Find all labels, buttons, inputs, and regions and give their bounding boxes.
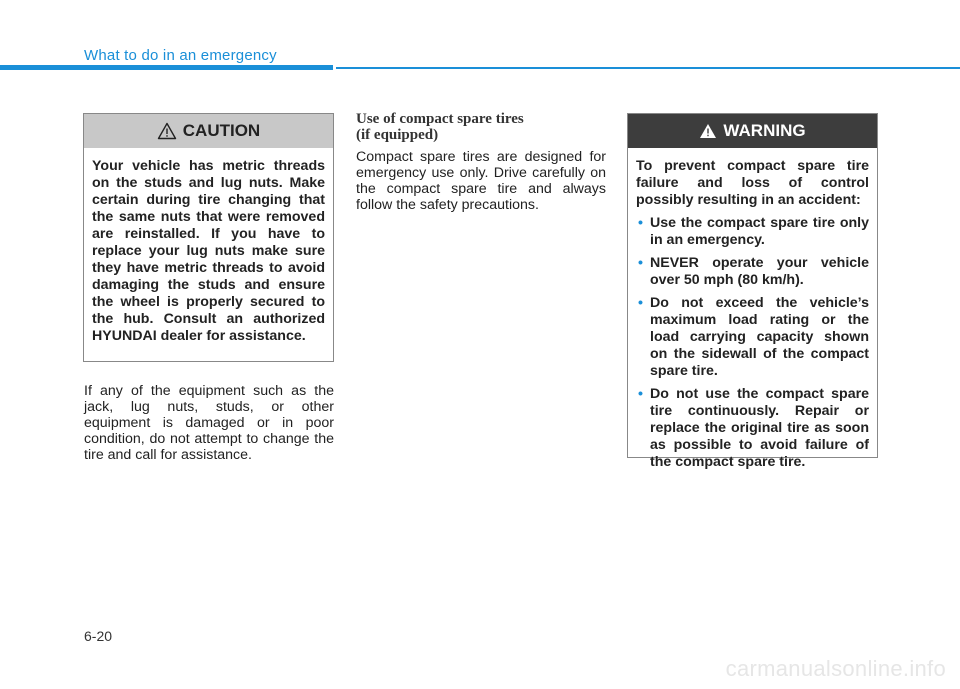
sub-heading-line1: Use of compact spare tires xyxy=(356,111,524,127)
watermark: carmanualsonline.info xyxy=(725,656,946,681)
warning-title: WARNING xyxy=(723,121,806,140)
warning-list-item xyxy=(636,295,869,380)
sub-heading xyxy=(356,111,606,143)
sub-heading-line2: (if equipped) xyxy=(356,127,439,143)
warning-list-item xyxy=(636,255,869,289)
warning-list-item xyxy=(636,386,869,471)
warning-list xyxy=(636,215,869,471)
left-paragraph: If any of the equipment such as the jack, lug nuts, studs, or other equipment is damaged or in poor condition, do not attempt to change the tire and call for assistance. xyxy=(84,383,334,463)
page-number: 6-20 xyxy=(84,628,113,644)
middle-paragraph: Compact spare tires are designed for emergency use only. Drive carefully on the compact spare tire and always follow the safety precautions. xyxy=(356,149,606,213)
bullet-icon: • xyxy=(638,255,643,271)
bullet-icon: • xyxy=(638,386,643,402)
caution-box xyxy=(83,113,334,362)
warning-box xyxy=(627,113,878,470)
caution-body: Your vehicle has metric threads on the studs and lug nuts. Make certain during tire changing that the same nuts that were removed are reinstalled. If you have to replace your lug nuts make sure they have metric threads to avoid damaging the studs and ensure the wheel is properly secured to the hub. Consult an authorized HYUNDAI dealer for assistance. xyxy=(92,158,325,344)
warning-bullet-text: Do not exceed the vehicle’s maximum load rating or the load carrying capacity shown on the sidewall of the compact spare tire. xyxy=(650,295,869,379)
bullet-icon: • xyxy=(638,295,643,311)
caution-title: CAUTION xyxy=(182,121,261,140)
warning-bullet-text: Do not use the compact spare tire continuously. Repair or replace the original tire as soon as possible to avoid failure of the compact spare tire. xyxy=(650,386,869,470)
header-rule-thick xyxy=(0,65,333,70)
warning-header xyxy=(628,114,877,148)
warning-bullet-text: NEVER operate your vehicle over 50 mph (80 km/h). xyxy=(650,255,869,288)
warning-triangle-filled-icon xyxy=(699,123,717,139)
section-title: What to do in an emergency xyxy=(84,47,277,64)
warning-triangle-outline-icon xyxy=(157,122,177,140)
warning-intro: To prevent compact spare tire failure and loss of control possibly resulting in an accident: xyxy=(636,158,869,208)
bullet-icon: • xyxy=(638,215,643,231)
warning-list-item xyxy=(636,215,869,249)
warning-body xyxy=(628,148,877,489)
header-rule-thin xyxy=(336,67,960,69)
warning-bullet-text: Use the compact spare tire only in an emergency. xyxy=(650,215,869,248)
caution-header xyxy=(84,114,333,148)
